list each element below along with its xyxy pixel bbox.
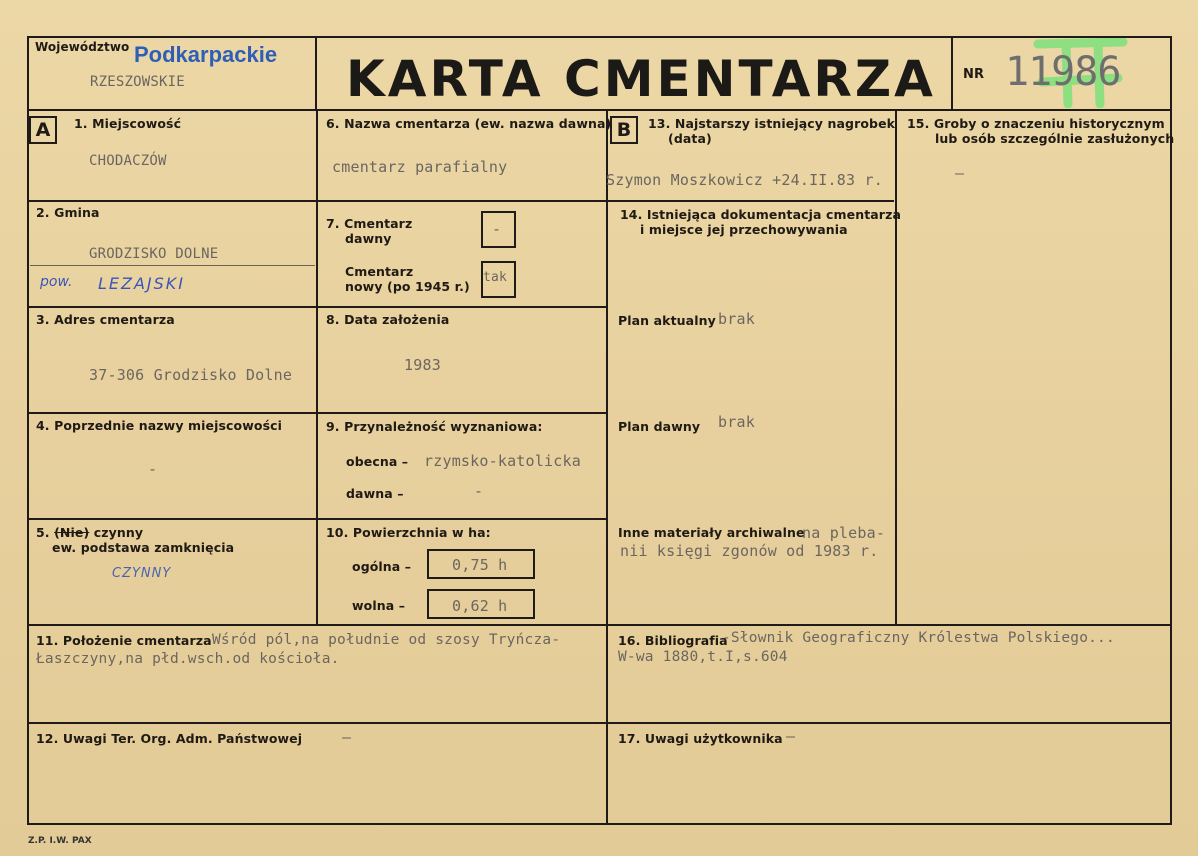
f16-label: 16. Bibliografia: [618, 633, 728, 648]
f10-label: 10. Powierzchnia w ha:: [326, 525, 491, 540]
f6-value: cmentarz parafialny: [332, 158, 508, 176]
f1-label: 1. Miejscowość: [74, 116, 182, 131]
f14-label-line2: i miejsce jej przechowywania: [640, 222, 848, 237]
f5-label-strike: (Nie): [54, 525, 90, 540]
row-line-3: [27, 412, 607, 414]
section-b-marker: B: [610, 116, 638, 144]
col-divider-a: [316, 109, 318, 626]
frame-left-line: [27, 36, 29, 825]
f17-label: 17. Uwagi użytkownika: [618, 731, 783, 746]
f10-wolna-label: wolna –: [352, 598, 406, 613]
f9-dawna-value: -: [474, 482, 484, 500]
f15-value: —: [955, 164, 965, 182]
row-line-6: [27, 722, 1172, 724]
plan-aktualny-value: brak: [718, 310, 755, 328]
f11-label: 11. Położenie cmentarza: [36, 633, 212, 648]
plan-dawny-value: brak: [718, 413, 755, 431]
inne-value-line2: nii księgi zgonów od 1983 r.: [620, 542, 879, 560]
f7-label-b2: nowy (po 1945 r.): [345, 279, 470, 294]
f2-hand-value: LEZAJSKI: [98, 274, 186, 293]
nr-label: NR: [963, 67, 985, 82]
f7-value-a: -: [492, 220, 502, 238]
wojewodztwo-label: Województwo: [35, 40, 130, 54]
header-divider-2: [951, 36, 953, 111]
f7-label-a: 7. Cmentarz: [326, 216, 413, 231]
nr-value: 11986: [1005, 49, 1121, 95]
f16-value-line2: W-wa 1880,t.I,s.604: [618, 649, 788, 665]
f10-ogolna-label: ogólna –: [352, 559, 412, 574]
f2-label: 2. Gmina: [36, 205, 100, 220]
col-divider-c: [895, 109, 897, 626]
f8-value: 1983: [404, 356, 441, 374]
wojewodztwo-stamp: Podkarpackie: [134, 42, 278, 67]
frame-right-line: [1170, 36, 1172, 825]
f9-obecna-value: rzymsko-katolicka: [424, 452, 581, 470]
f4-label: 4. Poprzednie nazwy miejscowości: [36, 418, 283, 433]
f17-value: —: [786, 727, 796, 745]
col-divider-b: [606, 109, 608, 823]
plan-dawny-label: Plan dawny: [618, 419, 701, 434]
header-bottom-line: [27, 109, 1172, 111]
f13-label-line2: (data): [668, 131, 712, 146]
row-line-5: [27, 624, 1172, 626]
row-line-4: [27, 518, 607, 520]
section-a-marker: A: [29, 116, 57, 144]
f4-value: -: [148, 460, 158, 478]
f16-value-line1: -Słownik Geograficzny Królestwa Polskiego...: [722, 630, 1115, 646]
frame-bottom-line: [27, 823, 1172, 825]
f3-label: 3. Adres cmentarza: [36, 312, 175, 327]
inne-value-line1: na pleba-: [802, 524, 886, 542]
f10-wolna-value: 0,62 h: [452, 597, 508, 615]
f1-value: CHODACZÓW: [89, 153, 167, 169]
f3-value: 37-306 Grodzisko Dolne: [89, 366, 293, 384]
f13-value: Szymon Moszkowicz +24.II.83 r.: [606, 171, 883, 189]
f9-obecna-label: obecna –: [346, 454, 409, 469]
gmina-underline: [30, 265, 315, 266]
printer-footer: Z.P. I.W. PAX: [28, 836, 92, 846]
f6-label: 6. Nazwa cmentarza (ew. nazwa dawna): [326, 116, 612, 131]
f11-value-line1: Wśród pól,na południe od szosy Tryńcza-: [212, 632, 561, 648]
f5-label-rest: czynny: [93, 525, 144, 540]
f13-label-line1: 13. Najstarszy istniejący nagrobek: [648, 116, 896, 131]
header-divider-1: [315, 36, 317, 111]
wojewodztwo-typed: RZESZOWSKIE: [90, 74, 185, 90]
card-title: KARTA CMENTARZA: [346, 50, 936, 108]
inne-label: Inne materiały archiwalne: [618, 525, 805, 540]
row-line-2: [27, 306, 607, 308]
f10-ogolna-value: 0,75 h: [452, 556, 508, 574]
f5-label: 5. (Nie) czynny: [36, 525, 144, 540]
f11-value-line2: Łaszczyny,na płd.wsch.od kościoła.: [36, 651, 340, 667]
f5-label-line2: ew. podstawa zamknięcia: [52, 540, 235, 555]
f12-value: —: [342, 728, 352, 746]
frame-top-line: [27, 36, 1172, 38]
f15-label-line2: lub osób szczególnie zasłużonych: [935, 131, 1175, 146]
f2-value: GRODZISKO DOLNE: [89, 246, 219, 262]
f2-hand-prefix: pow.: [40, 274, 73, 290]
f12-label: 12. Uwagi Ter. Org. Adm. Państwowej: [36, 731, 303, 746]
f8-label: 8. Data założenia: [326, 312, 450, 327]
f9-dawna-label: dawna –: [346, 486, 404, 501]
plan-aktualny-label: Plan aktualny: [618, 313, 716, 328]
row-line-1: [27, 200, 894, 202]
f7-label-b: Cmentarz: [345, 264, 414, 279]
f15-label-line1: 15. Groby o znaczeniu historycznym: [907, 116, 1165, 131]
f5-hand-value: CZYNNY: [112, 566, 172, 581]
f7-label-a2: dawny: [345, 231, 392, 246]
f7-value-b: tak: [483, 270, 508, 285]
f14-label-line1: 14. Istniejąca dokumentacja cmentarza: [620, 207, 901, 222]
f9-label: 9. Przynależność wyznaniowa:: [326, 419, 543, 434]
